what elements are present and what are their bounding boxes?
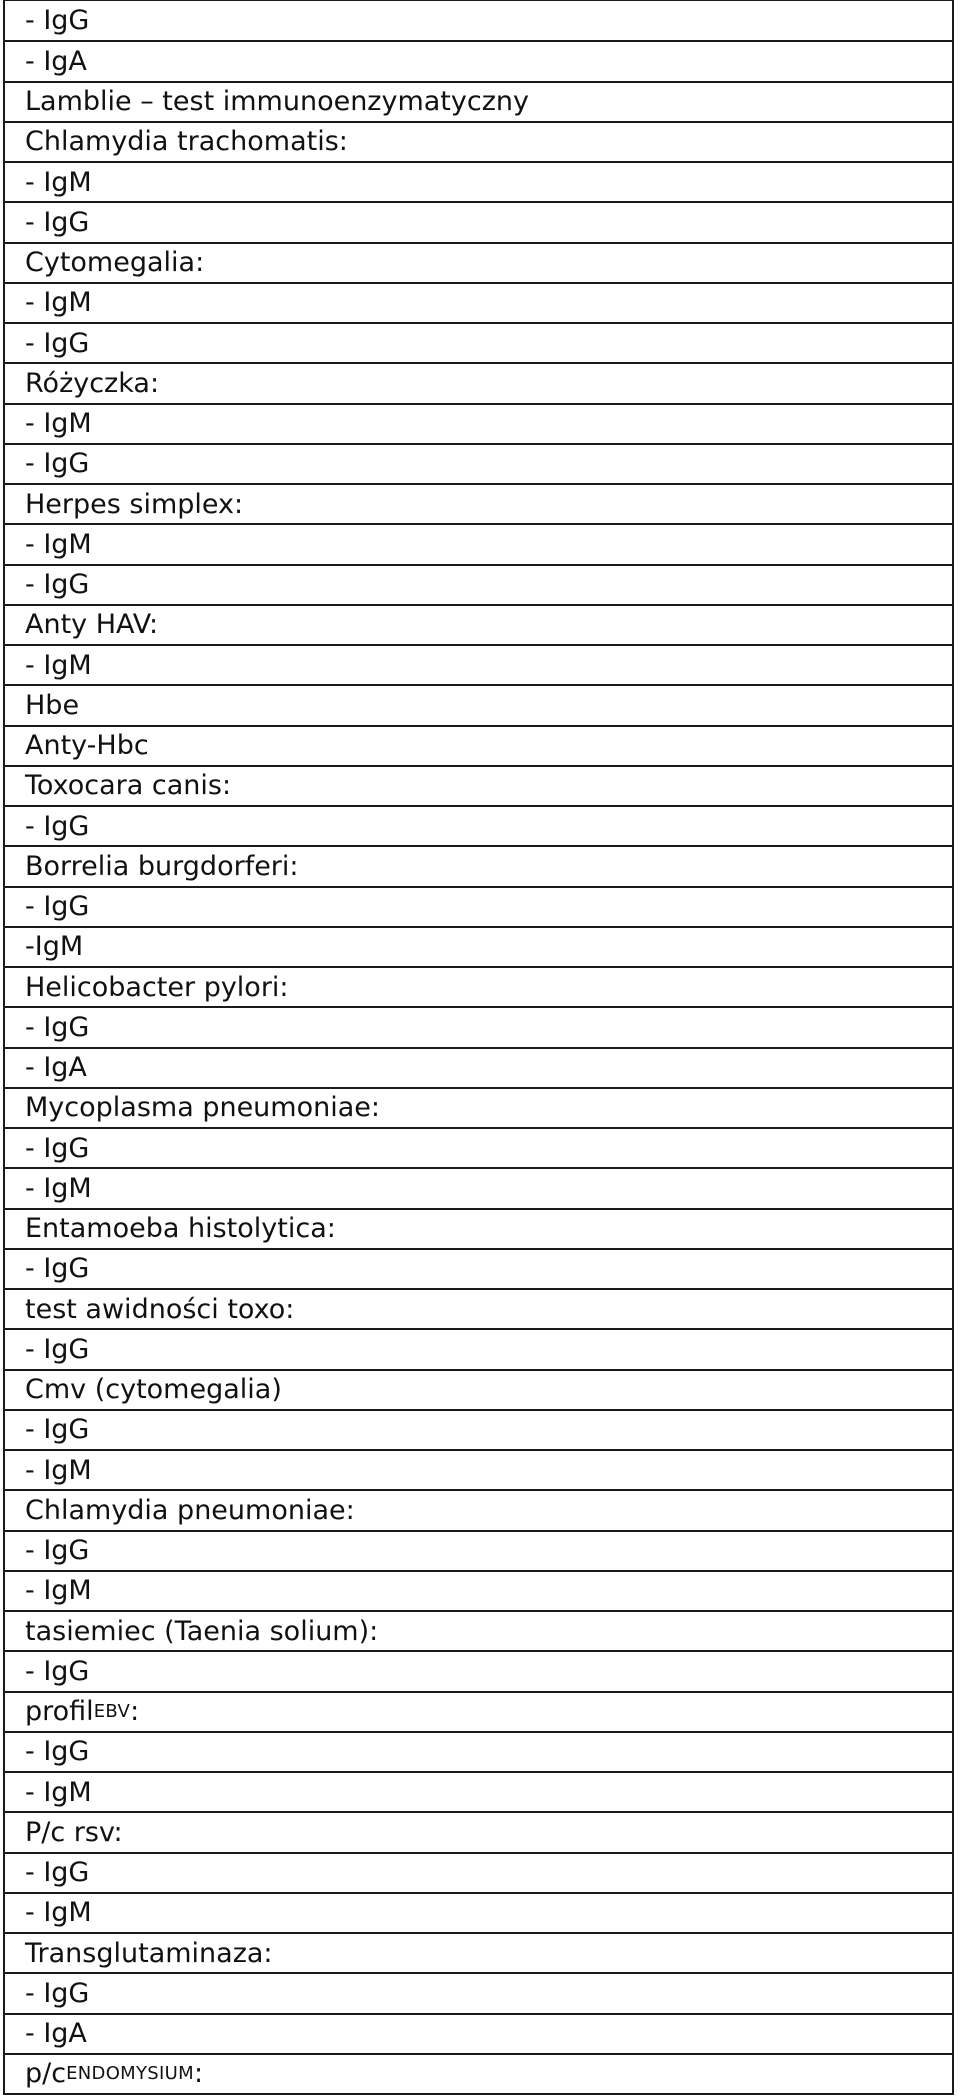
row-label: profil — [25, 1696, 94, 1728]
row-label-smallcaps: EBV — [93, 1701, 131, 1723]
row-label: - IgG — [25, 1977, 90, 2009]
table-row — [5, 443, 952, 483]
row-label: Borrelia burgdorferi: — [25, 850, 299, 882]
row-label: Hbe — [25, 689, 80, 721]
table-row — [5, 282, 952, 322]
row-label: Cytomegalia: — [25, 247, 205, 279]
row-label: - IgG — [25, 1132, 90, 1164]
row-label: Mycoplasma pneumoniae: — [25, 1092, 380, 1124]
table-row — [5, 564, 952, 604]
row-label: - IgG — [25, 5, 90, 37]
row-label: - IgM — [25, 1454, 92, 1486]
table-row — [5, 81, 952, 121]
row-label: test awidności toxo: — [25, 1293, 295, 1325]
table-row — [5, 1369, 952, 1409]
row-label: - IgG — [25, 1333, 90, 1365]
row-label: - IgG — [25, 1535, 90, 1567]
table-row — [5, 403, 952, 443]
table-row — [5, 966, 952, 1006]
table-row — [5, 322, 952, 362]
row-label-suffix: : — [193, 2058, 204, 2090]
row-label: - IgG — [25, 891, 90, 923]
table-row — [5, 1127, 952, 1167]
row-label: - IgM — [25, 287, 92, 319]
row-label: Chlamydia trachomatis: — [25, 126, 348, 158]
row-label: - IgG — [25, 327, 90, 359]
table-row — [5, 2013, 952, 2053]
table-row — [5, 1087, 952, 1127]
row-label: Chlamydia pneumoniae: — [25, 1494, 355, 1526]
row-label: Różyczka: — [25, 367, 160, 399]
row-label: - IgA — [25, 1052, 87, 1084]
table-row — [5, 1449, 952, 1489]
table-row — [5, 483, 952, 523]
table-row — [5, 1932, 952, 1972]
table-row — [5, 1208, 952, 1248]
row-label: - IgG — [25, 1736, 90, 1768]
table-row — [5, 1771, 952, 1811]
table-row — [5, 1892, 952, 1932]
table-row — [5, 684, 952, 724]
row-label: - IgG — [25, 1414, 90, 1446]
table-row — [5, 1489, 952, 1529]
table-row — [5, 1610, 952, 1650]
table-row — [5, 1167, 952, 1207]
row-label: - IgG — [25, 1253, 90, 1285]
row-label: - IgG — [25, 206, 90, 238]
row-label: Herpes simplex: — [25, 488, 244, 520]
table-row — [5, 1731, 952, 1771]
row-label: Toxocara canis: — [25, 770, 232, 802]
table-row — [5, 1006, 952, 1046]
row-label: - IgM — [25, 1897, 92, 1929]
table-row — [5, 201, 952, 241]
row-label: - IgG — [25, 1655, 90, 1687]
table-row — [5, 1047, 952, 1087]
row-label: Entamoeba histolytica: — [25, 1213, 336, 1245]
row-label-smallcaps: ENDOMYSIUM — [66, 2063, 194, 2085]
table-row — [5, 604, 952, 644]
row-label: - IgM — [25, 408, 92, 440]
table-row — [5, 1530, 952, 1570]
row-label: Lamblie – test immunoenzymatyczny — [25, 86, 529, 118]
row-label: tasiemiec (Taenia solium): — [25, 1615, 379, 1647]
row-label: p/c — [25, 2058, 67, 2090]
table-row — [5, 1852, 952, 1892]
row-label: - IgG — [25, 1011, 90, 1043]
table-row — [5, 1328, 952, 1368]
table-row — [5, 523, 952, 563]
test-list-table — [3, 0, 954, 2095]
row-label: P/c rsv: — [25, 1816, 123, 1848]
table-row — [5, 1811, 952, 1851]
row-label: - IgM — [25, 166, 92, 198]
row-label: Transglutaminaza: — [25, 1937, 273, 1969]
row-label: - IgA — [25, 45, 87, 77]
row-label: - IgG — [25, 810, 90, 842]
row-label: - IgG — [25, 1857, 90, 1889]
table-row — [5, 765, 952, 805]
table-row — [5, 1288, 952, 1328]
table-row — [5, 0, 952, 40]
row-label: - IgA — [25, 2018, 87, 2050]
table-row — [5, 725, 952, 765]
row-label: - IgM — [25, 1575, 92, 1607]
table-row — [5, 644, 952, 684]
row-label: Anty-Hbc — [25, 730, 149, 762]
row-label: - IgM — [25, 528, 92, 560]
table-row — [5, 121, 952, 161]
table-row — [5, 2053, 952, 2093]
row-label: Helicobacter pylori: — [25, 971, 289, 1003]
row-label: -IgM — [25, 931, 84, 963]
row-label-suffix: : — [130, 1696, 140, 1728]
table-row — [5, 805, 952, 845]
row-label: - IgM — [25, 649, 92, 681]
row-label: Cmv (cytomegalia) — [25, 1374, 282, 1406]
table-row — [5, 1972, 952, 2012]
row-label: Anty HAV: — [25, 609, 159, 641]
row-label: - IgG — [25, 569, 90, 601]
table-row — [5, 886, 952, 926]
table-row — [5, 926, 952, 966]
table-row — [5, 1248, 952, 1288]
row-label: - IgM — [25, 1172, 92, 1204]
table-row — [5, 242, 952, 282]
table-row — [5, 1691, 952, 1731]
table-row — [5, 845, 952, 885]
table-row — [5, 1650, 952, 1690]
table-row — [5, 362, 952, 402]
table-row — [5, 161, 952, 201]
table-row — [5, 1409, 952, 1449]
table-row — [5, 1570, 952, 1610]
row-label: - IgG — [25, 448, 90, 480]
row-label: - IgM — [25, 1776, 92, 1808]
table-row — [5, 40, 952, 80]
